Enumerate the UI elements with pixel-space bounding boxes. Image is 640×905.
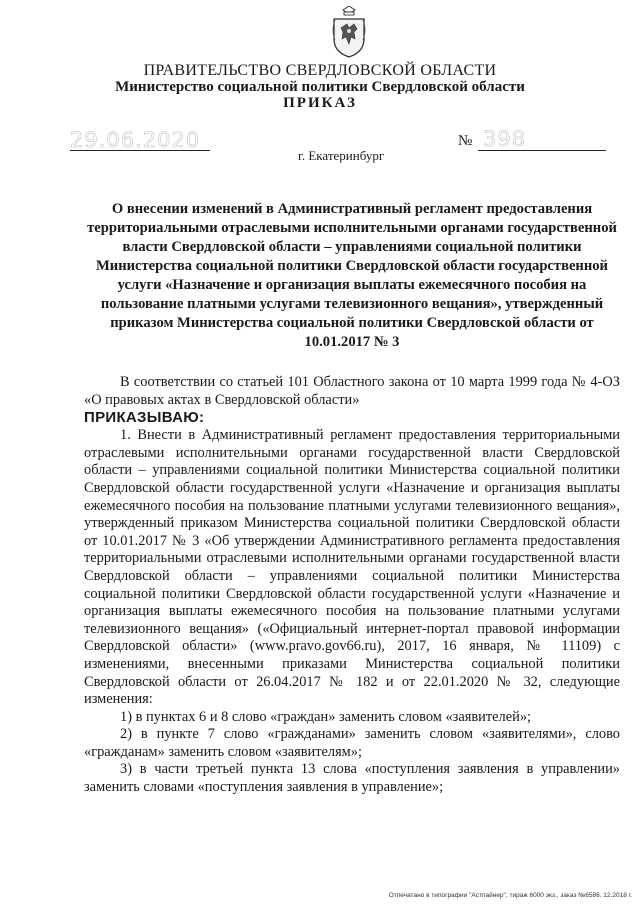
orders-heading: ПРИКАЗЫВАЮ: <box>84 409 205 427</box>
ministry-name: Министерство социальной политики Свердловской области <box>115 79 525 95</box>
subitem-3: 3) в части третьей пункта 13 слова «поступления заявления в управлении» заменить словами «поступления заявления в управление»; <box>84 761 620 796</box>
document-type: ПРИКАЗ <box>283 95 357 111</box>
print-footer: Отпечатано в типографии "Астпайнер", тираж 6000 экз., заказ №6586. 12.2018 г. <box>388 892 632 899</box>
item-1-paragraph: 1. Внести в Административный регламент предоставления территориальными отраслевыми исполнительными органами государственной власти Свердловской области – управлениями социальной политики Министерства социальной политики Свердловской области государственной услуги «Назначение и организация выплаты ежемесячного пособия на пользование платными услугами телевизионного вещания», утвержденный приказом Министерства социальной политики Свердловской области от 10.01.2017 № 3 «Об утверждении Административного регламента предоставления территориальными отраслевыми исполнительными органами государственной власти Свердловской области – управлениями социальной политики Министерства социальной политики Свердловской области государственной услуги «Назначение и организация выплаты ежемесячного пособия на пользование платными услугами телевизионного вещания» («Официальный интернет-портал правовой информации Свердловской области» (www.pravo.gov66.ru), 2017, 16 января, № 11109) с изменениями, внесенными приказами Министерства социальной политики Свердловской области от 26.04.2017 № 182 и от 22.01.2020 № 32, следующие изменения: <box>84 427 620 708</box>
order-title: О внесении изменений в Административный регламент предоставления территориальными отраслевыми исполнительными органами государственной власти Свердловской области – управлениями социальной политики Министерства социальной политики Свердловской области государственной услуги «Назначение и организация выплаты ежемесячного пособия на пользование платными услугами телевизионного вещания», утвержденный приказом Министерства социальной политики Свердловской области от 10.01.2017 № 3 <box>87 201 617 350</box>
number-sign: № <box>458 133 473 149</box>
subitem-1: 1) в пунктах 6 и 8 слово «граждан» заменить словом «заявителей»; <box>120 708 532 725</box>
coat-of-arms-emblem <box>330 6 368 58</box>
number-underline <box>478 150 606 151</box>
order-body <box>84 374 620 797</box>
government-name: ПРАВИТЕЛЬСТВО СВЕРДЛОВСКОЙ ОБЛАСТИ <box>143 62 497 79</box>
intro-paragraph: В соответствии со статьей 101 Областного закона от 10 марта 1999 года № 4-ОЗ «О правовых актах в Свердловской области» <box>84 374 620 408</box>
order-number: 398 <box>483 127 527 151</box>
date-underline <box>70 150 210 151</box>
city: г. Екатеринбург <box>298 148 385 163</box>
order-date: 29.06.2020 <box>70 128 201 152</box>
subitem-2: 2) в пункте 7 слово «гражданами» заменить словом «заявителями», слово «гражданам» заменить словом «заявителям»; <box>84 726 620 760</box>
